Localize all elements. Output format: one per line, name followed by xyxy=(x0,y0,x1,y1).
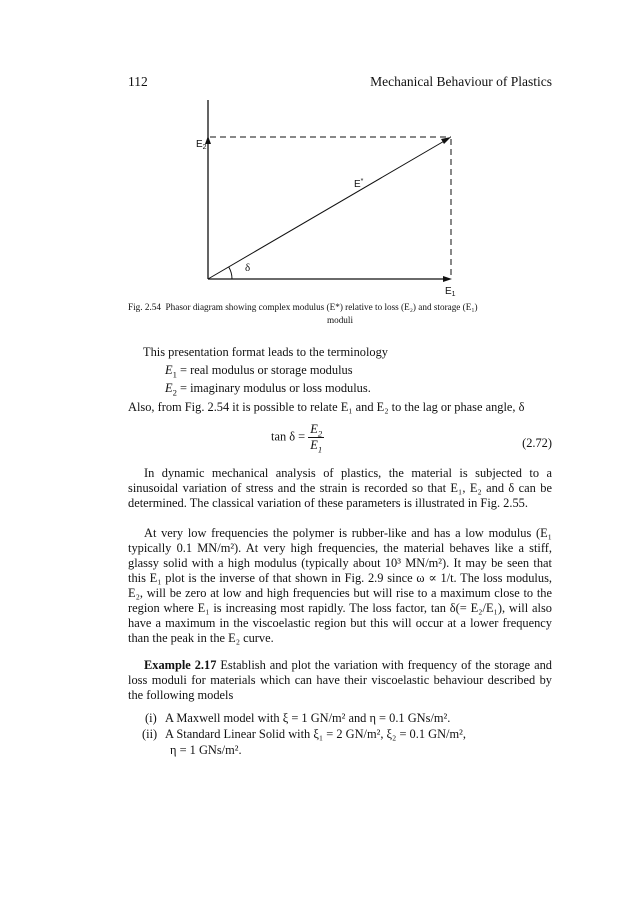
equation-2-72: tan δ = $\frac{E_2}{E_1}$ xyxy=(271,422,323,455)
item-2-standard-linear-solid: A Standard Linear Solid with ξ₁ = 2 GN/m², ξ₂ = 0.1 GN/m², xyxy=(165,727,466,741)
estar-phasor xyxy=(208,140,446,279)
running-head: Mechanical Behaviour of Plastics xyxy=(370,74,552,89)
caption-label: Fig. 2.54 xyxy=(128,302,161,312)
example-2-17 xyxy=(128,658,552,703)
estar-arrowhead xyxy=(441,137,451,144)
figure-caption xyxy=(128,302,552,312)
paragraph-frequency-behaviour: At very low frequencies the polymer is rubber-like and has a low modulus (E₁ typically 0.1 MN/m²). At very high frequencies, the material behaves like a stiff, glassy solid with a high modulus (typically about 10³ MN/m²). It may be seen that this E₁ plot is the inverse of that shown in Fig. 2.9 since ω ∝ 1/t. The loss modulus, E₂, will be zero at low and high frequencies but will rise to a maximum close to the region where E₁ is increasing most rapidly. The loss factor, tan δ(= E₂/E₁), will also have a maximum in the viscoelastic region but this will occur at a lower frequency than the peak in the E₂ curve. xyxy=(128,526,552,645)
also-sentence: Also, from Fig. 2.54 it is possible to relate E₁ and E₂ to the lag or phase angle, δ xyxy=(128,400,525,414)
caption-text: Phasor diagram showing complex modulus (E*) relative to loss (E₂) and storage (E₁) xyxy=(165,302,478,312)
figure-caption-continued: moduli xyxy=(326,315,354,325)
item-1-maxwell-model: A Maxwell model with ξ = 1 GN/m² and η = 0.1 GNs/m². xyxy=(165,711,451,725)
example-text: Establish and plot the variation with frequency of the storage and loss moduli for materials which can have their viscoelastic behaviour described by the following models xyxy=(128,658,552,702)
definition-storage-modulus: $E_1$ = real modulus or storage modulus xyxy=(165,363,353,380)
intro-line: This presentation format leads to the terminology xyxy=(143,345,388,359)
page-number: 112 xyxy=(128,74,148,89)
phasor-diagram xyxy=(170,98,470,298)
delta-arc xyxy=(229,267,232,279)
definition-loss-modulus: $E_2$ = imaginary modulus or loss modulus. xyxy=(165,381,371,398)
e2-axis-label: $E_2$ xyxy=(196,139,207,151)
item-1-number: (i) xyxy=(145,711,157,725)
e1-axis-arrowhead xyxy=(443,276,452,282)
item-2-continued: η = 1 GNs/m². xyxy=(170,743,242,757)
estar-label: E* xyxy=(354,178,364,190)
e1-axis-label: $E_1$ xyxy=(445,286,456,298)
example-label: Example 2.17 xyxy=(144,658,217,672)
item-2-number: (ii) xyxy=(142,727,158,741)
delta-label: δ xyxy=(245,262,251,274)
equation-number: (2.72) xyxy=(522,436,552,450)
paragraph-dynamic-analysis: In dynamic mechanical analysis of plastics, the material is subjected to a sinusoidal variation of stress and the strain is recorded so that E₁, E₂ and δ can be determined. The classical variation of these parameters is illustrated in Fig. 2.55. xyxy=(128,466,552,510)
